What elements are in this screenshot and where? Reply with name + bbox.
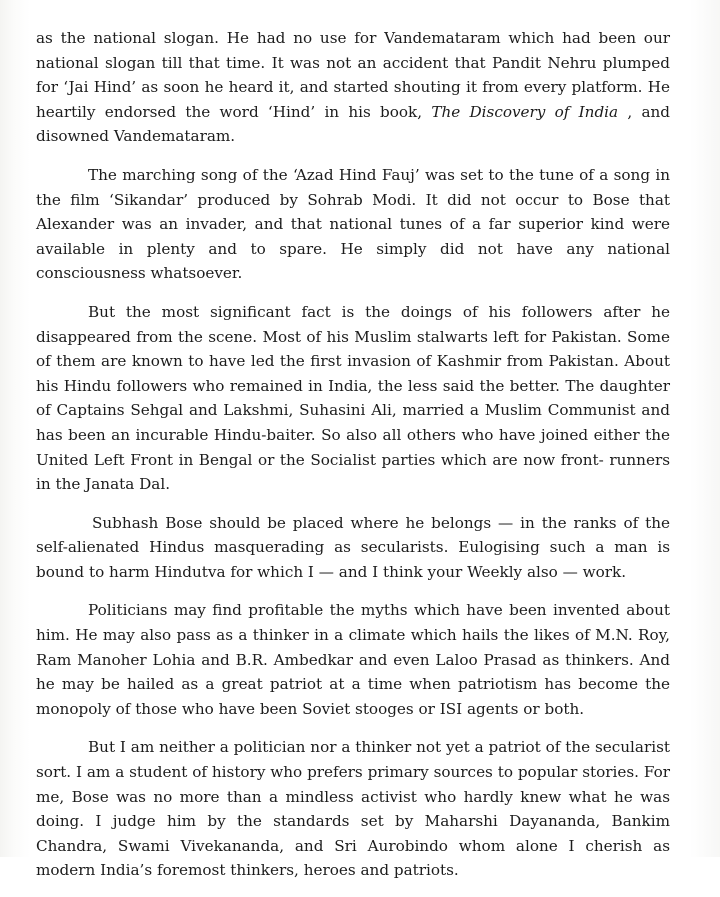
paragraph-5: Politicians may find profitable the myths which have been invented about him. He may also pass as a thinker in a climate which hails the likes of M.N. Roy, Ram Manoher Lohia and B.R. Ambedkar and even Laloo Prasad as thinkers. And he may be hailed as a great patriot at a time when patriotism has become the monopoly of those who have been Soviet stooges or ISI agents or both. <box>36 601 670 718</box>
article-body <box>36 26 670 897</box>
paragraph-3: But the most significant fact is the doings of his followers after he disappeared from the scene. Most of his Muslim stalwarts left for Pakistan. Some of them are known to have led the first invasion of Kashmir from Pakistan. About his Hindu followers who remained in India, the less said the better. The daughter of Captains Sehgal and Lakshmi, Suhasini Ali, married a Muslim Communist and has been an incurable Hindu-baiter. So also all others who have joined either the United Left Front in Bengal or the Socialist parties which are now front- runners in the Janata Dal. <box>36 302 670 494</box>
paragraph-1 <box>36 26 670 149</box>
paragraph-2: The marching song of the ‘Azad Hind Fauj’ was set to the tune of a song in the film ‘Sikandar’ produced by Sohrab Modi. It did not occur to Bose that Alexander was an invader, and that national tunes of a far superior kind were available in plenty and to spare. He simply did not have any national consciousness whatsoever. <box>36 165 670 283</box>
paragraph-1-text-end: , and disowned Vandemataram. <box>36 102 671 146</box>
paragraph-4: Subhash Bose should be placed where he belongs — in the ranks of the self-alienated Hindus masquerading as secularists. Eulogising such a man is bound to harm Hindutva for which I — and I think your Weekly also — work. <box>36 513 670 581</box>
book-title: The Discovery of India <box>431 102 619 121</box>
paragraph-1-text-start: as the national slogan. He had no use for Vandemataram which had been our national slogan till that time. It was not an accident that Pandit Nehru plumped for ‘Jai Hind’ as soon he heard it, and started shouting it from every platform. He heartily endorsed the word ‘Hind’ in his book, <box>36 29 670 121</box>
paragraph-6: But I am neither a politician nor a thinker not yet a patriot of the secularist sort. I am a student of history who prefers primary sources to popular stories. For me, Bose was no more than a mindless activist who hardly knew what he was doing. I judge him by the standards set by Maharshi Dayananda, Bankim Chandra, Swami Vivekananda, and Sri Aurobindo whom alone I cherish as modern India’s foremost thinkers, heroes and patriots. <box>36 738 670 880</box>
